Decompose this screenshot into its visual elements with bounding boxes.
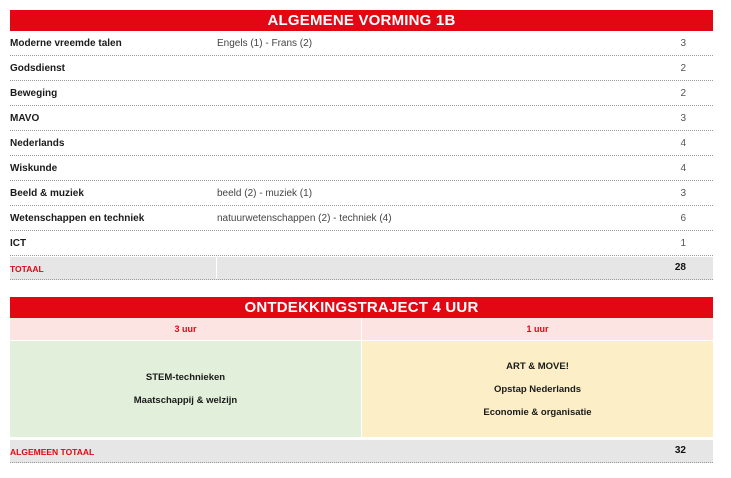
total-row (10, 257, 713, 280)
subject-label: Wiskunde (10, 163, 58, 174)
section-title-algemene-vorming: ALGEMENE VORMING 1B (10, 10, 713, 31)
total-value: 28 (674, 262, 686, 273)
subject-hours: 3 (680, 113, 686, 124)
module-item: STEM-technieken (145, 372, 226, 383)
subject-detail: beeld (2) - muziek (1) (217, 188, 313, 199)
section-title-ontdekkingstraject: ONTDEKKINGSTRAJECT 4 UUR (10, 297, 713, 318)
table-row (10, 156, 713, 181)
subject-label: Beeld & muziek (10, 188, 84, 199)
table-row (10, 31, 713, 56)
table-row (10, 56, 713, 81)
overall-total-value: 32 (674, 445, 686, 456)
subject-label: ICT (10, 238, 27, 249)
subject-label: MAVO (10, 113, 40, 124)
total-label: TOTAAL (10, 264, 44, 274)
table-row (10, 231, 713, 256)
subject-hours: 2 (680, 63, 686, 74)
subject-hours: 4 (680, 163, 686, 174)
subject-label: Wetenschappen en techniek (10, 213, 145, 224)
table-row (10, 131, 713, 156)
subject-label: Godsdienst (10, 63, 66, 74)
subject-hours: 2 (680, 88, 686, 99)
subject-hours: 1 (680, 238, 686, 249)
right-modules-box (362, 341, 713, 437)
module-item: Opstap Nederlands (493, 383, 582, 395)
table-row (10, 181, 713, 206)
subject-label: Nederlands (10, 138, 65, 149)
subject-hours: 3 (680, 38, 686, 49)
overall-total-row (10, 440, 713, 463)
subject-label: Beweging (10, 88, 58, 99)
subject-hours: 4 (680, 138, 686, 149)
module-item: Maatschappij & welzijn (133, 395, 238, 406)
table-row (10, 81, 713, 106)
subject-detail: natuurwetenschappen (2) - techniek (4) (217, 213, 392, 224)
table-row (10, 206, 713, 231)
module-item: Economie & organisatie (483, 406, 592, 418)
module-item: ART & MOVE! (506, 360, 569, 372)
subject-hours: 3 (680, 188, 686, 199)
subject-label: Moderne vreemde talen (10, 38, 122, 49)
left-modules-box (10, 341, 361, 437)
table-row (10, 106, 713, 131)
overall-total-label: ALGEMEEN TOTAAL (10, 447, 95, 457)
total-divider (216, 257, 217, 279)
subject-detail: Engels (1) - Frans (2) (217, 38, 313, 49)
algemene-vorming-table (10, 31, 713, 280)
left-column-header: 3 uur (10, 318, 361, 340)
subject-hours: 6 (680, 213, 686, 224)
right-column-header: 1 uur (362, 318, 713, 340)
